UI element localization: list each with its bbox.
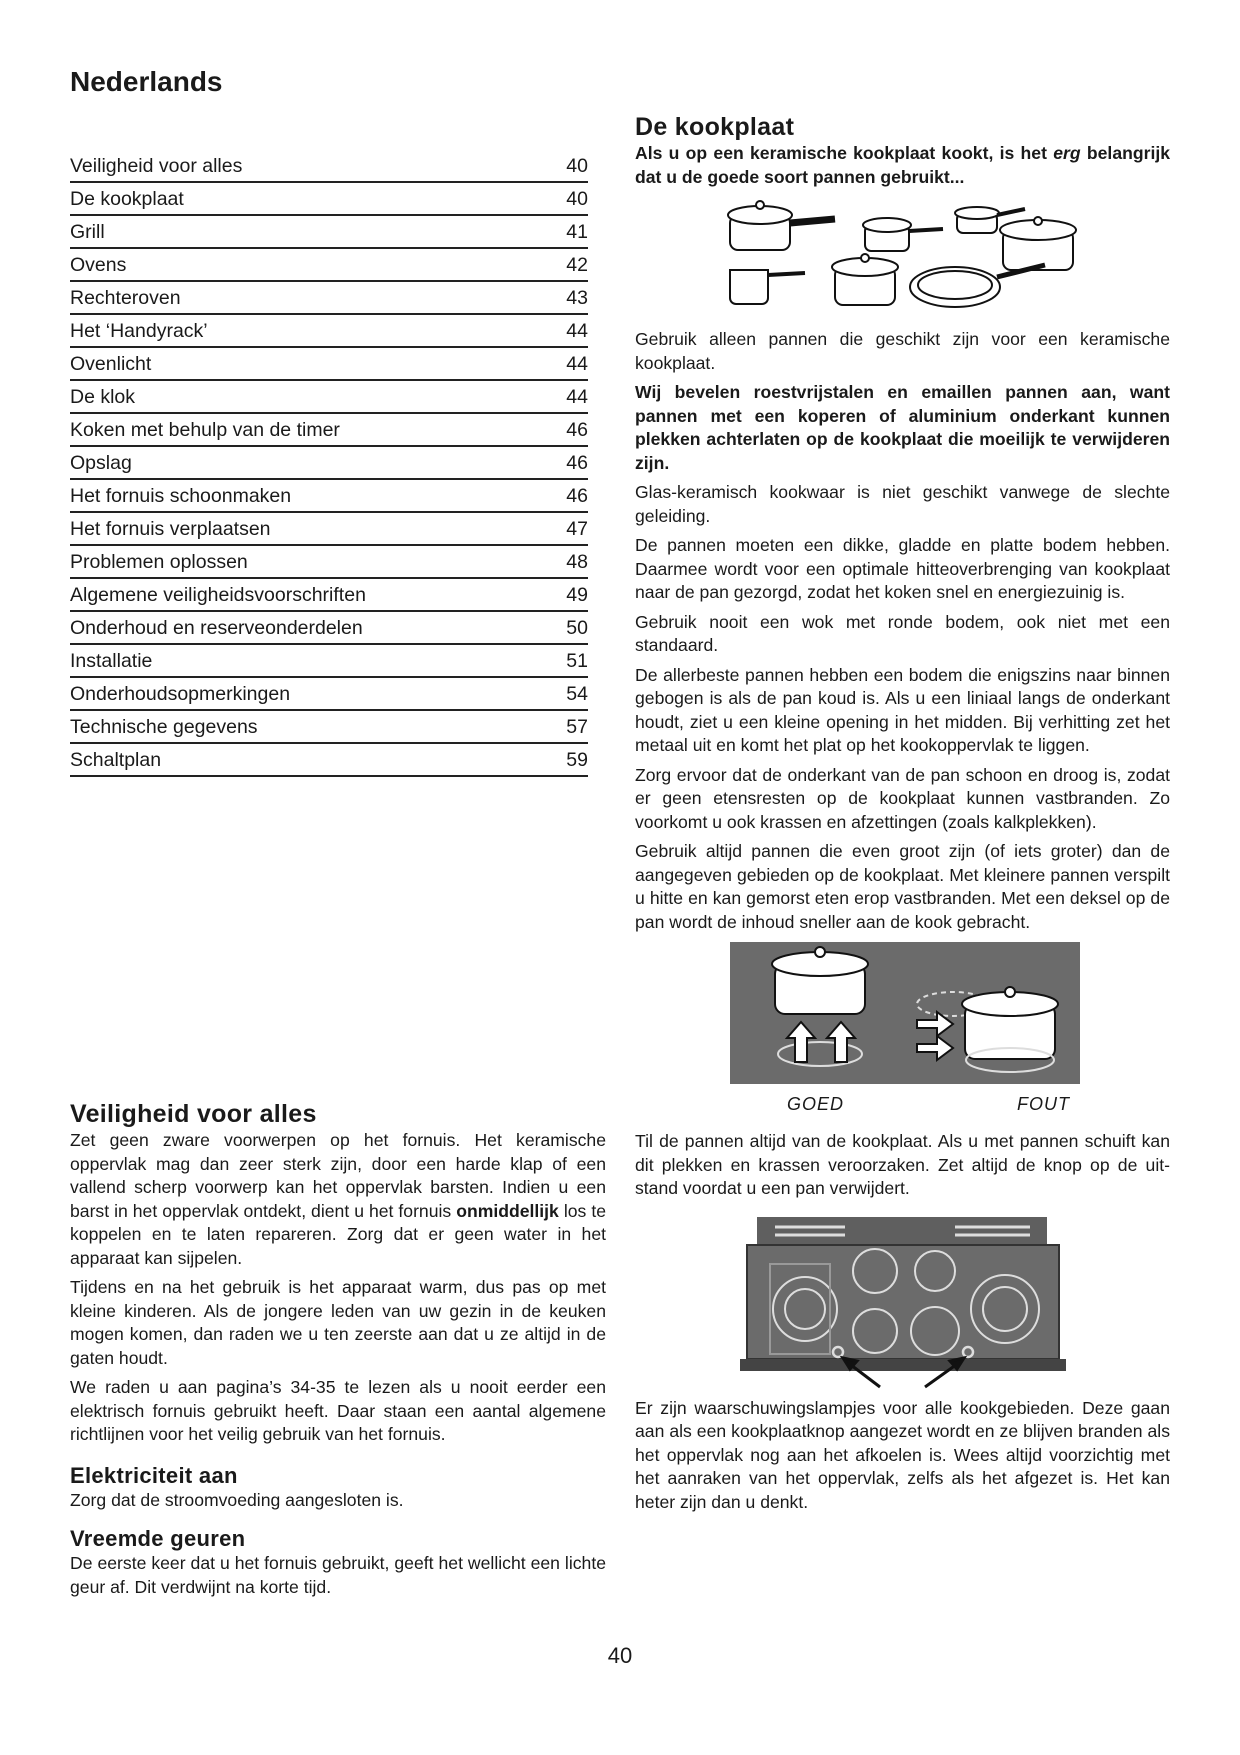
intro-text: Als u op een keramische kookplaat kookt, is het: [635, 143, 1054, 163]
kookplaat-paragraph: Zorg ervoor dat de onderkant van de pan schoon en droog is, zodat er geen etensresten op de kookplaat kunnen vastbranden. Zo voorkomt u ook krassen en afzettingen (zoals kalkplekken).: [635, 764, 1170, 832]
toc-title: Ovenlicht: [70, 353, 152, 375]
toc-row[interactable]: [70, 546, 588, 579]
toc-title: Het fornuis verplaatsen: [70, 518, 271, 540]
kookplaat-section: [635, 113, 1170, 1520]
toc-row[interactable]: [70, 183, 588, 216]
safety-paragraph: We raden u aan pagina’s 34-35 te lezen als u nooit eerder een elektrisch fornuis gebruikt heeft. Daar staan een aantal algemene richtlijnen voor het veilig gebruik van het fornuis.: [70, 1377, 606, 1444]
kookplaat-intro: [635, 142, 1170, 189]
toc-page: 41: [566, 221, 588, 243]
caption-bad: FOUT: [1017, 1094, 1070, 1114]
toc-row[interactable]: [70, 249, 588, 282]
toc-title: Algemene veiligheidsvoorschriften: [70, 584, 366, 606]
toc-title: Het fornuis schoonmaken: [70, 485, 292, 507]
toc-page: 44: [566, 320, 588, 342]
lift-vs-slide-illustration: [635, 942, 1170, 1084]
toc-title: Het ‘Handyrack’: [70, 320, 208, 342]
toc-page: 47: [566, 518, 588, 540]
safety-heading: Veiligheid voor alles: [70, 1100, 317, 1128]
toc-row[interactable]: [70, 612, 588, 645]
toc-page: 42: [566, 254, 588, 276]
toc-title: Koken met behulp van de timer: [70, 419, 340, 441]
toc-row[interactable]: [70, 579, 588, 612]
toc-page: 46: [566, 419, 588, 441]
toc-page: 43: [566, 287, 588, 309]
toc-title: Installatie: [70, 650, 153, 672]
page-language-title: Nederlands: [70, 66, 223, 97]
toc-row[interactable]: [70, 711, 588, 744]
kookplaat-paragraph: De allerbeste pannen hebben een bodem die enigszins naar binnen gebogen is als de pan koud is. Als u een liniaal langs de onderkant houdt, ziet u een kleine opening in het midden. Bij verhitting zet het metaal uit en komt het plat op het kookoppervlak te liggen.: [635, 664, 1170, 755]
kookplaat-paragraph: Gebruik altijd pannen die even groot zijn (of iets groter) dan de aangegeven gebieden op de kookplaat. Met kleinere pannen verspilt u hitte en kan gemorst eten erop vastbranden. Met een deksel op de pan wordt de inhoud sneller aan de kook gebracht.: [635, 841, 1170, 932]
electricity-text: Zorg dat de stroomvoeding aangesloten is.: [70, 1489, 404, 1510]
toc-row[interactable]: [70, 348, 588, 381]
toc-row[interactable]: [70, 150, 588, 183]
toc-row[interactable]: [70, 216, 588, 249]
electricity-heading: Elektriciteit aan: [70, 1462, 238, 1488]
toc-title: Ovens: [70, 254, 127, 276]
toc-title: Onderhoud en reserveonderdelen: [70, 617, 363, 639]
toc-row[interactable]: [70, 678, 588, 711]
toc-title: Problemen oplossen: [70, 551, 248, 573]
kookplaat-paragraph: Gebruik alleen pannen die geschikt zijn voor een keramische kookplaat.: [635, 329, 1170, 373]
kookplaat-paragraph: Gebruik nooit een wok met ronde bodem, ook niet met een standaard.: [635, 611, 1170, 655]
toc-page: 44: [566, 386, 588, 408]
toc-page: 40: [566, 188, 588, 210]
toc-page: 57: [566, 716, 588, 738]
toc-page: 44: [566, 353, 588, 375]
toc-title: Technische gegevens: [70, 716, 258, 738]
toc-page: 49: [566, 584, 588, 606]
intro-text: belangrijk dat u de goede soort pannen gebruikt...: [635, 143, 1171, 187]
toc-page: 46: [566, 485, 588, 507]
caption-good: GOED: [787, 1094, 845, 1114]
toc-page: 48: [566, 551, 588, 573]
toc-page: 54: [566, 683, 588, 705]
intro-emphasis: erg: [1053, 143, 1081, 163]
safety-section: [70, 1100, 606, 1605]
pans-illustration: [635, 195, 1170, 320]
toc-page: 46: [566, 452, 588, 474]
illustration-captions: [635, 1094, 1170, 1124]
hob-warning-lights-illustration: [635, 1209, 1170, 1389]
toc-page: 51: [566, 650, 588, 672]
toc-title: Rechteroven: [70, 287, 181, 309]
toc-row[interactable]: [70, 414, 588, 447]
toc-row[interactable]: [70, 480, 588, 513]
toc-title: Onderhoudsopmerkingen: [70, 683, 291, 705]
safety-paragraph: Tijdens en na het gebruik is het apparaat warm, dus pas op met kleine kinderen. Als de jongere leden van uw gezin in de keuken mogen komen, dan raden we u ten zeerste aan dat u ze altijd in de gaten houdt.: [70, 1277, 606, 1368]
safety-text: Zet geen zware voorwerpen op het fornuis. Het keramische oppervlak mag dan zeer sterk zijn, door een harde klap of een vallend scherp voorwerp kan het oppervlak barsten. Indien u een barst in het oppervlak ontdekt, dient u het fornuis: [70, 1130, 606, 1221]
kookplaat-paragraph: Wij bevelen roestvrijstalen en emaillen pannen aan, want pannen met een koperen of aluminium onderkant kunnen plekken achterlaten op de kookplaat die moeilijk te verwijderen zijn.: [635, 382, 1170, 473]
toc-title: Grill: [70, 221, 105, 243]
smells-text: De eerste keer dat u het fornuis gebruikt, geeft het wellicht een lichte geur af. Dit verdwijnt na korte tijd.: [70, 1553, 606, 1597]
toc-page: 59: [566, 749, 588, 771]
safety-text: los te koppelen en te laten repareren. Zorg dat er geen water in het apparaat kan sijpelen.: [70, 1200, 606, 1268]
kookplaat-heading: De kookplaat: [635, 113, 795, 141]
toc-row[interactable]: [70, 744, 588, 777]
kookplaat-paragraph: Er zijn waarschuwingslampjes voor alle kookgebieden. Deze gaan aan als een kookplaatknop aangezet wordt en ze blijven branden als het oppervlak nog aan het afkoelen is. Wees altijd voorzichtig met het aanraken van het oppervlak, zelfs als het afgezet is. Het kan heter zijn dan u denkt.: [635, 1397, 1170, 1512]
safety-paragraph: [70, 1129, 606, 1270]
toc-row[interactable]: [70, 645, 588, 678]
toc-title: Schaltplan: [70, 749, 162, 771]
kookplaat-paragraph: Glas-keramisch kookwaar is niet geschikt vanwege de slechte geleiding.: [635, 482, 1170, 526]
safety-emphasis: onmiddellijk: [456, 1200, 559, 1221]
toc-row[interactable]: [70, 315, 588, 348]
toc-row[interactable]: [70, 381, 588, 414]
toc-page: 50: [566, 617, 588, 639]
kookplaat-paragraph: Til de pannen altijd van de kookplaat. Als u met pannen schuift kan dit plekken en krassen veroorzaken. Zet altijd de knop op de uit-stand voordat u een pan verwijdert.: [635, 1131, 1170, 1198]
toc-row[interactable]: [70, 513, 588, 546]
toc-row[interactable]: [70, 282, 588, 315]
toc-row[interactable]: [70, 447, 588, 480]
toc-title: De klok: [70, 386, 136, 408]
table-of-contents: [70, 150, 588, 777]
toc-title: Veiligheid voor alles: [70, 155, 243, 177]
page-number: 40: [607, 1643, 633, 1668]
kookplaat-paragraph: De pannen moeten een dikke, gladde en platte bodem hebben. Daarmee wordt voor een optimale hitteoverbrenging van kookplaat naar de pan gezorgd, zodat het koken snel en energiezuinig is.: [635, 535, 1170, 602]
toc-title: De kookplaat: [70, 188, 184, 210]
toc-page: 40: [566, 155, 588, 177]
smells-heading: Vreemde geuren: [70, 1526, 246, 1551]
toc-title: Opslag: [70, 452, 132, 474]
